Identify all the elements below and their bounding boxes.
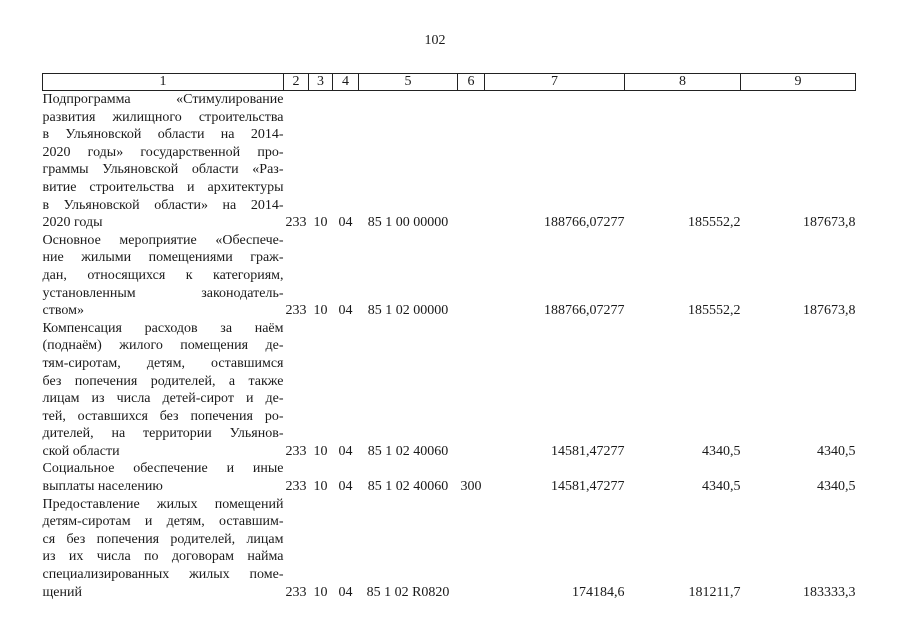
- header-col-2: 2: [284, 74, 309, 91]
- row-name-line: в Ульяновской области на 2014-: [42, 127, 284, 143]
- table-body: [43, 91, 856, 602]
- row-name-line: ством»: [42, 303, 84, 319]
- header-col-9: 9: [741, 74, 856, 91]
- page-number: 102: [424, 33, 446, 48]
- row-name-line: 2020 годы» государственной про-: [42, 144, 284, 160]
- header-col-4: 4: [333, 74, 359, 91]
- row-name-line: из их числа по договорам найма: [42, 549, 284, 565]
- header-col-6: 6: [458, 74, 485, 91]
- header-col-7: 7: [485, 74, 625, 91]
- header-col-3: 3: [309, 74, 333, 91]
- row-amount-col9: 4340,5: [817, 443, 856, 459]
- row-name: [43, 320, 284, 461]
- row-target-article: 85 1 02 R0820: [366, 584, 450, 600]
- row-expense-type: [458, 91, 485, 232]
- row-name-line: тям-сиротам, детям, оставшимся: [42, 355, 284, 371]
- row-amount-col8: 4340,5: [702, 443, 741, 459]
- row-amount-col7: 14581,47277: [551, 479, 625, 495]
- row-name: [43, 232, 284, 320]
- row-name-line: витие строительства и архитектуры: [42, 179, 284, 195]
- row-section: 10: [313, 584, 328, 600]
- row-section: 10: [313, 303, 328, 319]
- row-admin-code: 233: [285, 215, 307, 231]
- table-row: [43, 496, 856, 602]
- row-section: 10: [313, 443, 328, 459]
- row-amount-col7: 174184,6: [572, 584, 625, 600]
- row-name-line: детям-сиротам и детям, оставшим-: [42, 514, 284, 530]
- row-amount-col9: 187673,8: [803, 303, 856, 319]
- row-target-article: 85 1 02 00000: [367, 303, 449, 319]
- row-name: [43, 91, 284, 232]
- row-subsection: 04: [338, 443, 353, 459]
- row-target-article: 85 1 02 40060: [367, 479, 449, 495]
- header-row: [43, 74, 856, 91]
- row-admin-code: 233: [285, 303, 307, 319]
- row-amount-col8: 4340,5: [702, 479, 741, 495]
- row-amount-col7: 188766,07277: [544, 303, 625, 319]
- row-name-line: установленным законодатель-: [42, 285, 284, 301]
- row-section: 10: [313, 215, 328, 231]
- row-name-line: ской области: [42, 443, 120, 459]
- row-name-line: Предоставление жилых помещений: [42, 496, 284, 512]
- row-amount-col9: 4340,5: [817, 479, 856, 495]
- row-name-line: 2020 годы: [42, 215, 103, 231]
- table-row: [43, 320, 856, 461]
- row-amount-col7: 188766,07277: [544, 215, 625, 231]
- table-row: [43, 460, 856, 495]
- row-subsection: 04: [338, 303, 353, 319]
- row-name-line: в Ульяновской области» на 2014-: [42, 197, 284, 213]
- budget-table: [42, 73, 856, 601]
- row-admin-code: 233: [285, 443, 307, 459]
- row-amount-col8: 185552,2: [688, 303, 741, 319]
- row-section: 10: [313, 479, 328, 495]
- row-name-line: Подпрограмма «Стимулирование: [42, 92, 284, 107]
- row-expense-type: [458, 496, 485, 602]
- row-name-line: ние жилыми помещениями граж-: [42, 250, 284, 266]
- row-admin-code: 233: [285, 584, 307, 600]
- table-row: [43, 91, 856, 232]
- row-expense-type: 300: [460, 479, 482, 495]
- row-name: [43, 460, 284, 495]
- row-admin-code: 233: [285, 479, 307, 495]
- row-amount-col8: 181211,7: [688, 584, 741, 600]
- row-name-line: щений: [42, 584, 82, 600]
- row-target-article: 85 1 00 00000: [367, 215, 449, 231]
- header-col-8: 8: [625, 74, 741, 91]
- row-name-line: выплаты населению: [42, 479, 163, 495]
- row-target-article: 85 1 02 40060: [367, 443, 449, 459]
- row-name-line: Социальное обеспечение и иные: [42, 461, 284, 477]
- row-name-line: без попечения родителей, а также: [42, 373, 284, 389]
- row-subsection: 04: [338, 584, 353, 600]
- row-name-line: тей, оставшихся без попечения ро-: [42, 408, 284, 424]
- row-name-line: Компенсация расходов за наём: [42, 320, 284, 336]
- row-subsection: 04: [338, 479, 353, 495]
- table-row: [43, 232, 856, 320]
- row-name-line: развития жилищного строительства: [42, 109, 284, 125]
- header-col-5: 5: [359, 74, 458, 91]
- row-expense-type: [458, 320, 485, 461]
- row-name-line: ся без попечения родителей, лицам: [42, 531, 284, 547]
- row-amount-col9: 183333,3: [803, 584, 856, 600]
- row-amount-col9: 187673,8: [803, 215, 856, 231]
- row-expense-type: [458, 232, 485, 320]
- row-name-line: специализированных жилых поме-: [42, 567, 284, 583]
- row-name-line: дителей, на территории Ульянов-: [42, 426, 284, 442]
- row-name-line: лицам из числа детей-сирот и де-: [42, 391, 284, 407]
- header-col-1: 1: [43, 74, 284, 91]
- row-name-line: (поднаём) жилого помещения де-: [42, 338, 284, 354]
- row-name-line: дан, относящихся к категориям,: [42, 267, 284, 283]
- row-subsection: 04: [338, 215, 353, 231]
- row-name-line: Основное мероприятие «Обеспече-: [42, 232, 284, 248]
- row-amount-col7: 14581,47277: [551, 443, 625, 459]
- row-name: [43, 496, 284, 602]
- row-name-line: граммы Ульяновской области «Раз-: [42, 162, 284, 178]
- row-amount-col8: 185552,2: [688, 215, 741, 231]
